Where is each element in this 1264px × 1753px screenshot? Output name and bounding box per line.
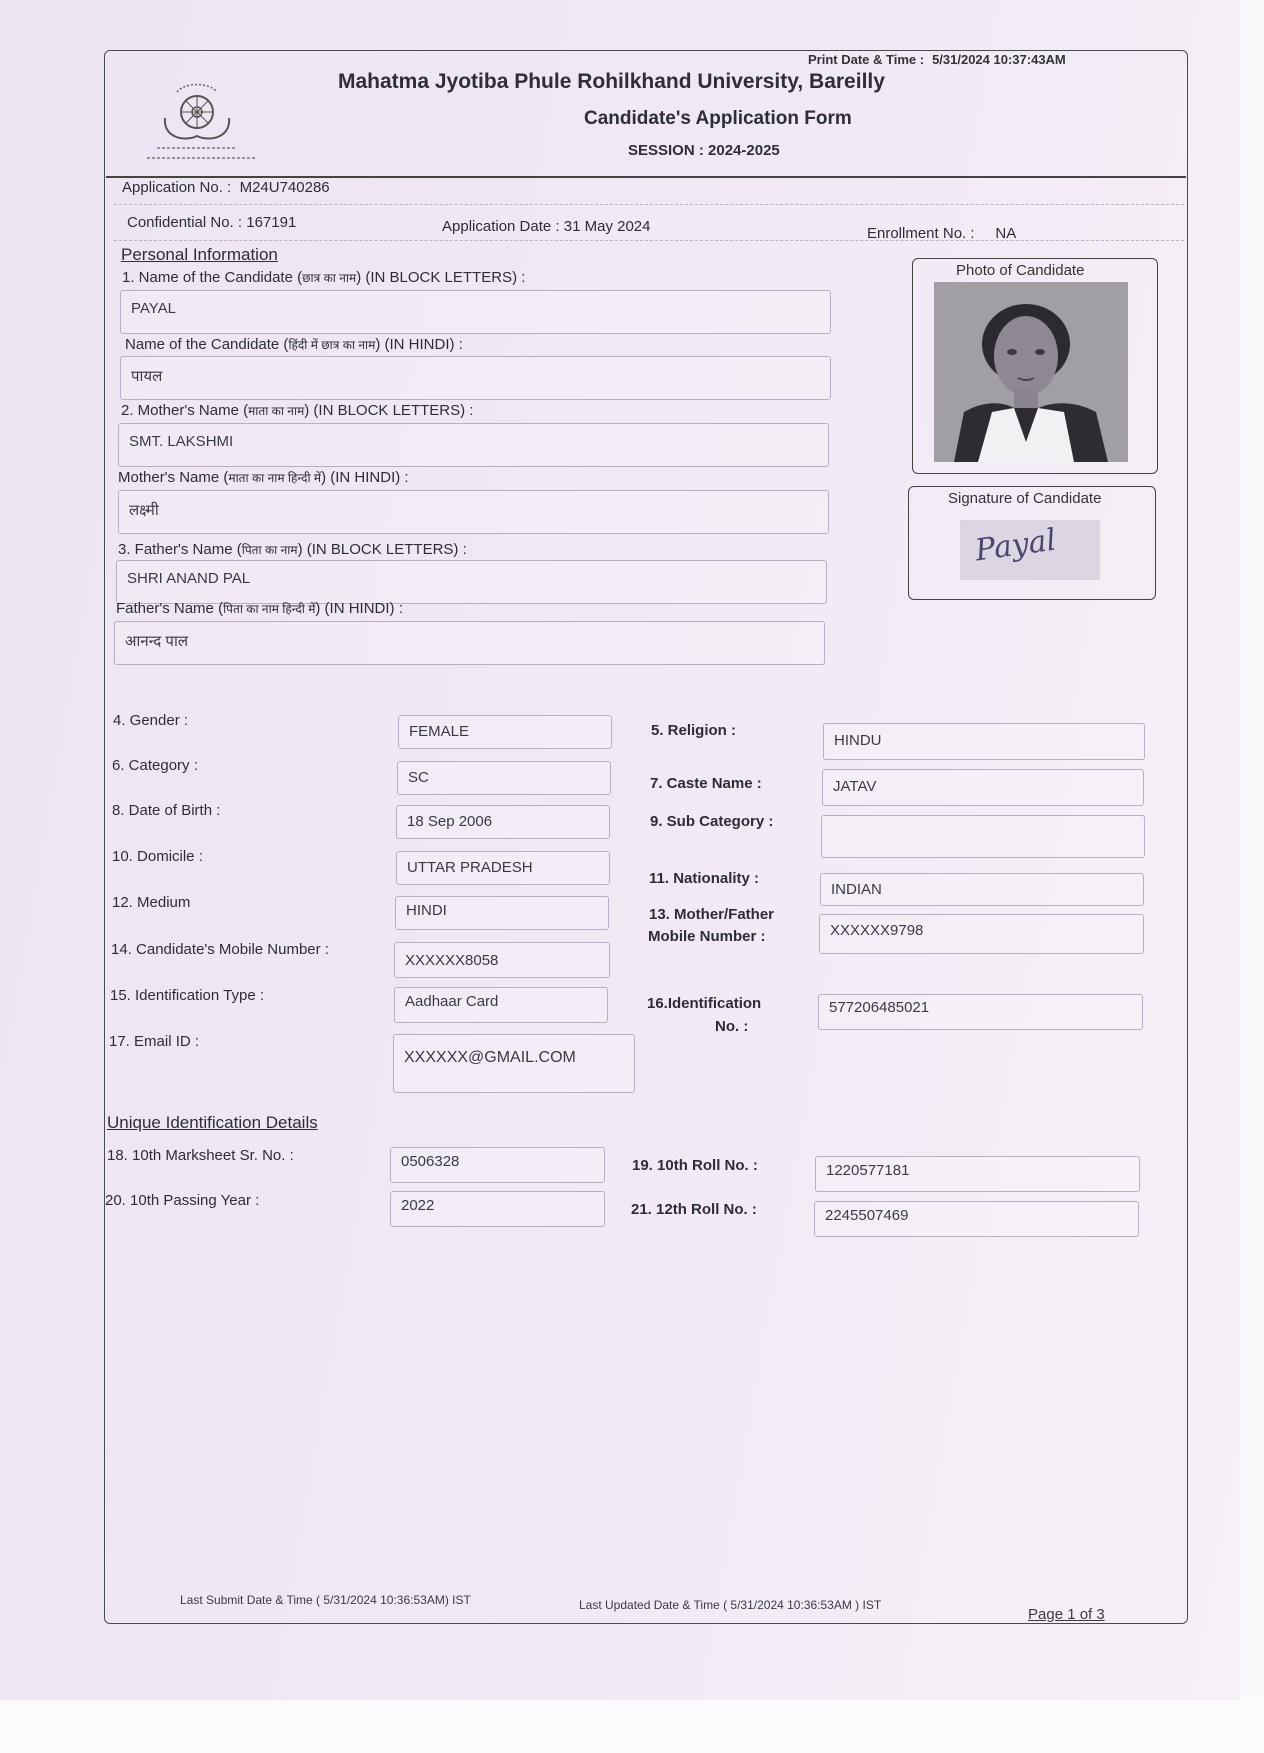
session: SESSION : 2024-2025 (628, 142, 780, 159)
scan-edge-right (1240, 0, 1264, 1753)
application-no (122, 179, 330, 196)
id-no-label-line1: 16.Identification (647, 995, 762, 1012)
label-part: ) (IN HINDI) : (375, 336, 463, 353)
enrollment-no-value: NA (995, 225, 1017, 242)
category-field: SC (397, 761, 611, 795)
gender-label: 4. Gender : (113, 712, 189, 729)
roll12-label: 21. 12th Roll No. : (631, 1201, 757, 1218)
candidate-signature: Payal (972, 522, 1059, 569)
label-part: ) (IN BLOCK LETTERS) : (356, 269, 526, 286)
domicile-field: UTTAR PRADESH (396, 851, 610, 885)
id-type-label: 15. Identification Type : (110, 987, 264, 1004)
father-name-label (118, 541, 467, 558)
scan-edge-bottom (0, 1700, 1264, 1753)
id-no-field: 577206485021 (818, 994, 1143, 1030)
dashed-divider (114, 204, 1184, 205)
category-label: 6. Category : (112, 757, 198, 774)
print-date (808, 52, 1066, 67)
print-date-label: Print Date & Time : (808, 52, 925, 67)
parent-mobile-label-line1: 13. Mother/Father (649, 906, 775, 923)
nationality-field: INDIAN (820, 873, 1144, 906)
candidate-photo (934, 282, 1128, 462)
label-part: ) (IN HINDI) : (321, 469, 409, 486)
subcategory-label: 9. Sub Category : (650, 813, 774, 830)
medium-label: 12. Medium (112, 894, 191, 911)
roll10-label: 19. 10th Roll No. : (632, 1157, 758, 1174)
application-no-label: Application No. : (122, 179, 232, 196)
passing-year-field: 2022 (390, 1191, 605, 1227)
email-field: XXXXXX@GMAIL.COM (393, 1034, 635, 1093)
candidate-mobile-label: 14. Candidate's Mobile Number : (111, 941, 329, 958)
marksheet-label: 18. 10th Marksheet Sr. No. : (107, 1147, 294, 1164)
mother-name-field: SMT. LAKSHMI (118, 423, 829, 467)
confidential-no-label: Confidential No. : (127, 214, 243, 231)
subcategory-field (821, 815, 1145, 858)
dob-label: 8. Date of Birth : (112, 802, 221, 819)
religion-field: HINDU (823, 723, 1145, 760)
label-hindi-part: छात्र का नाम (302, 271, 357, 285)
signature-caption: Signature of Candidate (948, 490, 1102, 507)
candidate-name-field: PAYAL (120, 290, 831, 334)
mother-name-label (121, 402, 473, 419)
label-part: Name of the Candidate ( (125, 336, 289, 353)
email-label: 17. Email ID : (109, 1033, 200, 1050)
passing-year-label: 20. 10th Passing Year : (105, 1192, 260, 1209)
father-name-hindi-field: आनन्द पाल (114, 621, 825, 665)
marksheet-field: 0506328 (390, 1147, 605, 1183)
nationality-label: 11. Nationality : (649, 870, 760, 887)
caste-label: 7. Caste Name : (650, 775, 762, 792)
label-part: ) (IN BLOCK LETTERS) : (304, 402, 474, 419)
label-hindi-part: हिंदी में छात्र का नाम (288, 338, 376, 352)
label-part: 3. Father's Name ( (118, 541, 242, 558)
application-date (442, 218, 650, 235)
label-hindi-part: माता का नाम (248, 404, 305, 418)
page-number: Page 1 of 3 (1028, 1606, 1105, 1623)
domicile-label: 10. Domicile : (112, 848, 203, 865)
photo-caption: Photo of Candidate (956, 262, 1085, 279)
label-part: ) (IN BLOCK LETTERS) : (297, 541, 467, 558)
confidential-no-value: 167191 (246, 214, 297, 231)
medium-field: HINDI (395, 896, 609, 930)
roll10-field: 1220577181 (815, 1156, 1140, 1192)
enrollment-no-label: Enrollment No. : (867, 225, 975, 242)
header-divider (106, 176, 1186, 178)
candidate-mobile-field: XXXXXX8058 (394, 942, 610, 978)
parent-mobile-field: XXXXXX9798 (819, 914, 1144, 954)
roll12-field: 2245507469 (814, 1201, 1139, 1237)
application-date-label: Application Date : (442, 218, 560, 235)
label-part: 1. Name of the Candidate ( (122, 269, 303, 286)
label-part: Father's Name ( (116, 600, 224, 617)
form-title: Candidate's Application Form (584, 108, 852, 129)
last-submit: Last Submit Date & Time ( 5/31/2024 10:36:53AM) IST (180, 1593, 471, 1607)
personal-info-heading: Personal Information (121, 245, 278, 264)
label-part: ) (IN HINDI) : (315, 600, 403, 617)
id-type-field: Aadhaar Card (394, 987, 608, 1023)
last-updated: Last Updated Date & Time ( 5/31/2024 10:36:53AM ) IST (579, 1598, 882, 1612)
mother-name-hindi-label (118, 469, 409, 486)
application-date-value: 31 May 2024 (563, 218, 651, 235)
father-name-field: SHRI ANAND PAL (116, 560, 827, 604)
parent-mobile-label-line2: Mobile Number : (648, 928, 766, 945)
id-no-label-line2: No. : (715, 1018, 749, 1035)
name-hindi-label (125, 336, 463, 353)
university-emblem-icon (145, 78, 265, 166)
father-name-hindi-label (116, 600, 403, 617)
caste-field: JATAV (822, 769, 1144, 806)
print-date-value: 5/31/2024 10:37:43AM (932, 52, 1066, 67)
religion-label: 5. Religion : (651, 722, 737, 739)
application-no-value: M24U740286 (239, 179, 330, 196)
unique-id-heading: Unique Identification Details (107, 1113, 318, 1132)
label-part: 2. Mother's Name ( (121, 402, 249, 419)
dashed-divider (114, 240, 1184, 241)
label-hindi-part: पिता का नाम (241, 543, 298, 557)
candidate-name-hindi-field: पायल (120, 356, 831, 400)
label-hindi-part: माता का नाम हिन्दी में (228, 471, 322, 485)
mother-name-hindi-field: लक्ष्मी (118, 490, 829, 534)
university-title: Mahatma Jyotiba Phule Rohilkhand University, Bareilly (338, 70, 885, 93)
confidential-no (127, 214, 296, 231)
label-part: Mother's Name ( (118, 469, 229, 486)
label-hindi-part: पिता का नाम हिन्दी में (223, 602, 316, 616)
dob-field: 18 Sep 2006 (396, 805, 610, 839)
name-label (122, 269, 525, 286)
gender-field: FEMALE (398, 715, 612, 749)
